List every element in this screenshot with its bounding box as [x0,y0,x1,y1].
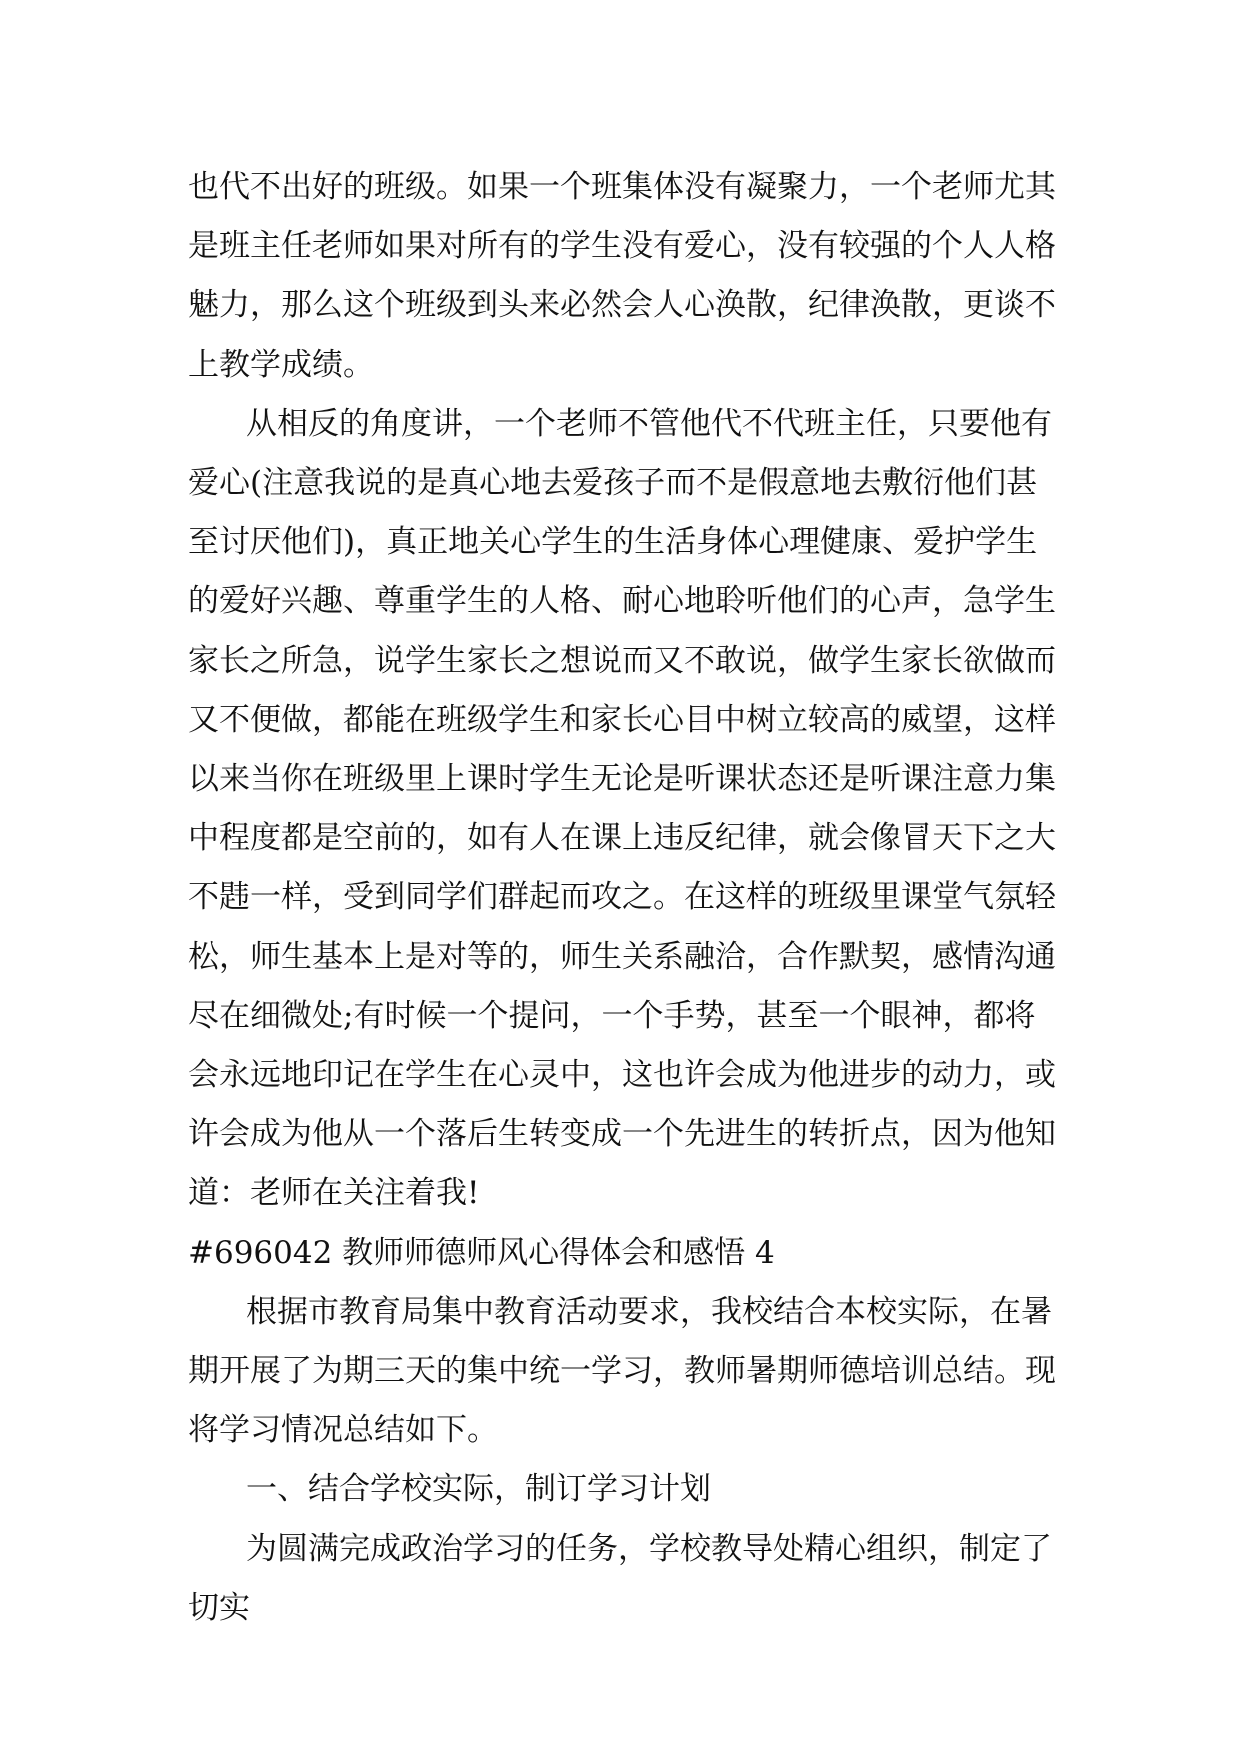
document-body [188,158,1058,1638]
paragraph-teacher-love: 从相反的角度讲，一个老师不管他代不代班主任，只要他有爱心(注意我说的是真心地去爱孩子而不是假意地去敷衍他们甚至讨厌他们)，真正地关心学生的生活身体心理健康、爱护学生的爱好兴趣、尊重学生的人格、耐心地聆听他们的心声，急学生家长之所急，说学生家长之想说而又不敢说，做学生家长欲做而又不便做，都能在班级学生和家长心目中树立较高的威望，这样以来当你在班级里上课时学生无论是听课状态还是听课注意力集中程度都是空前的，如有人在课上违反纪律，就会像冒天下之大不韪一样，受到同学们群起而攻之。在这样的班级里课堂气氛轻松，师生基本上是对等的，师生关系融洽，合作默契，感情沟通尽在细微处;有时候一个提问，一个手势，甚至一个眼神，都将会永远地印记在学生在心灵中，这也许会成为他进步的动力，或许会成为他从一个落后生转变成一个先进生的转折点，因为他知道：老师在关注着我! [188,405,1056,1212]
paragraph-plan: 为圆满完成政治学习的任务，学校教导处精心组织，制定了切实 [188,1530,1052,1626]
section-title: #696042 教师师德师风心得体会和感悟 4 [188,1234,775,1271]
paragraph-intro: 根据市教育局集中教育活动要求，我校结合本校实际，在暑期开展了为期三天的集中统一学习，教师暑期师德培训总结。现将学习情况总结如下。 [188,1293,1056,1449]
subheading-plan: 一、结合学校实际，制订学习计划 [246,1471,711,1508]
paragraph-continuation: 也代不出好的班级。如果一个班集体没有凝聚力，一个老师尤其是班主任老师如果对所有的学生没有爱心，没有较强的个人人格魅力，那么这个班级到头来必然会人心涣散，纪律涣散，更谈不上教学成绩。 [188,169,1056,383]
